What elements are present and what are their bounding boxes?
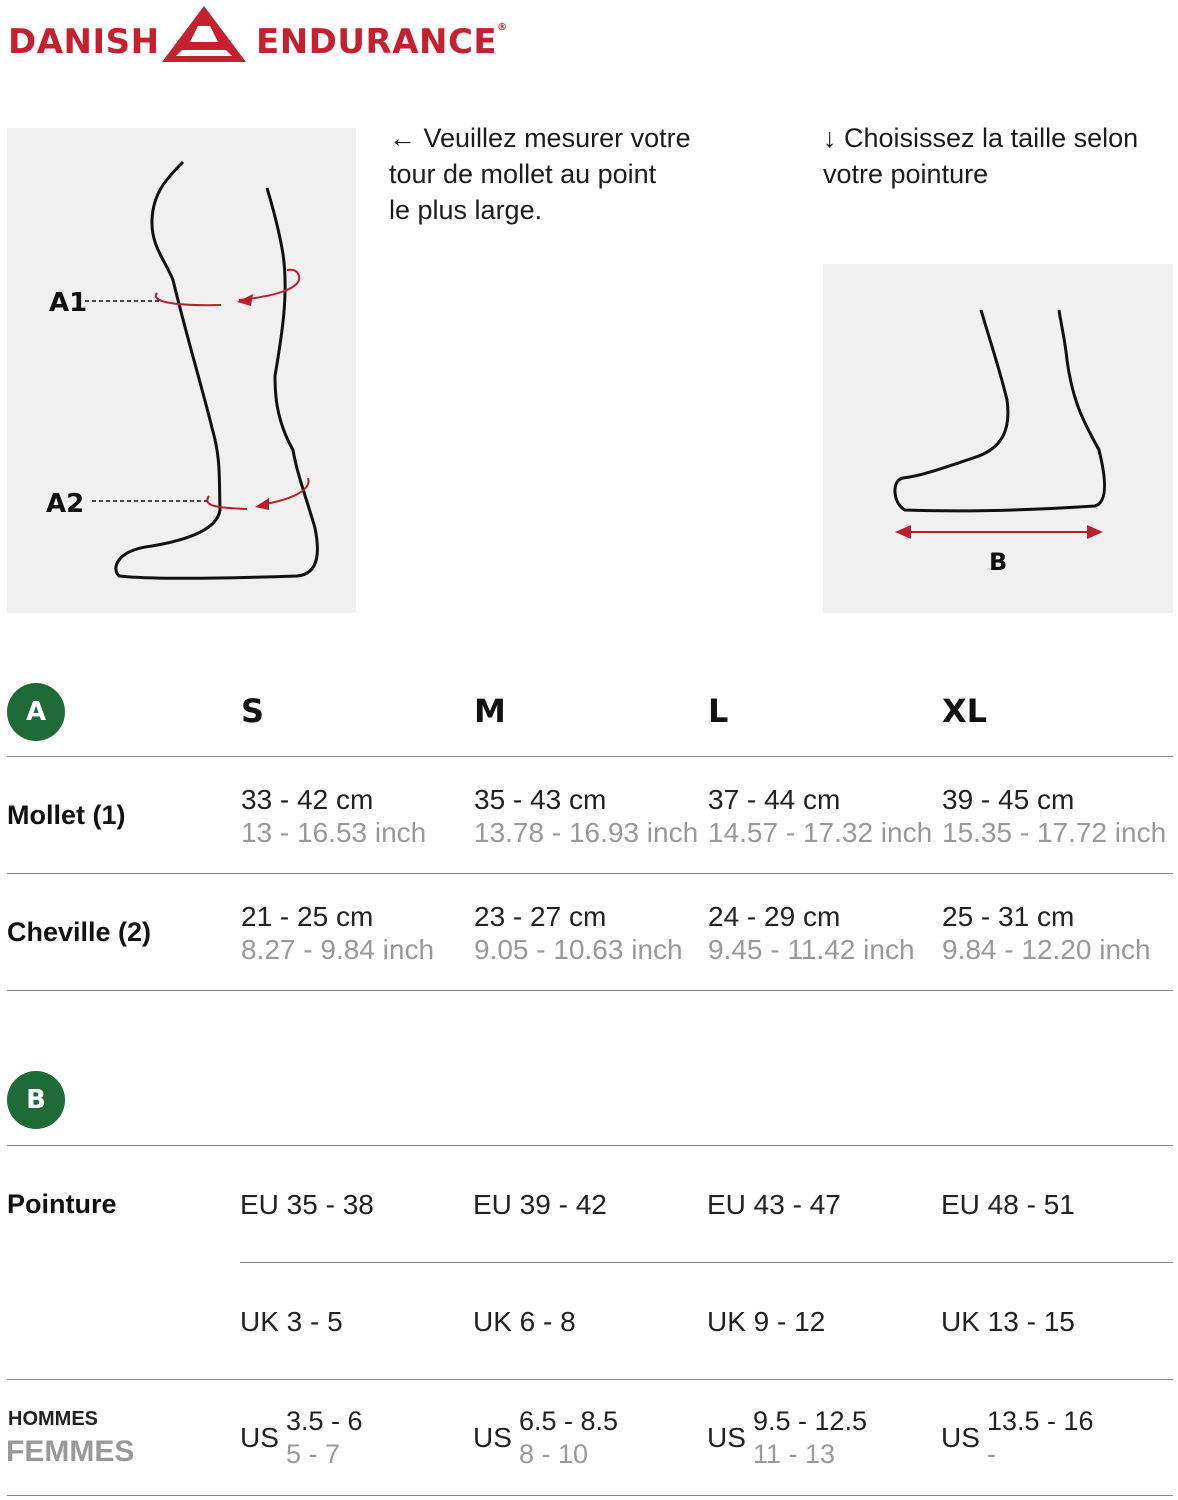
row-label-mollet: Mollet (1) xyxy=(7,800,126,830)
us-prefix: US xyxy=(473,1422,512,1453)
mollet-inch-m: 13.78 - 16.93 inch xyxy=(474,817,699,848)
size-header-xl: XL xyxy=(942,692,988,730)
size-header-l: L xyxy=(708,692,729,730)
us-women-size-l: 11 - 13 xyxy=(753,1439,836,1469)
divider xyxy=(7,873,1173,874)
cheville-inch-xl: 9.84 - 12.20 inch xyxy=(942,934,1151,965)
label-a2: A2 xyxy=(46,489,85,519)
mollet-inch-s: 13 - 16.53 inch xyxy=(241,817,427,848)
us-prefix: US xyxy=(240,1422,279,1453)
label-b: B xyxy=(989,548,1008,576)
leg-diagram xyxy=(7,128,356,613)
divider xyxy=(7,990,1173,991)
mollet-cm-m: 35 - 43 cm xyxy=(474,784,607,815)
us-women-size-s: 5 - 7 xyxy=(286,1439,341,1469)
section-b-badge: B xyxy=(7,1071,65,1129)
mollet-inch-xl: 15.35 - 17.72 inch xyxy=(942,817,1167,848)
eu-size-l: EU 43 - 47 xyxy=(707,1189,841,1220)
divider xyxy=(7,1495,1173,1496)
cheville-inch-l: 9.45 - 11.42 inch xyxy=(708,934,915,965)
brand-name-right: ENDURANCE® xyxy=(256,22,508,62)
cheville-cm-s: 21 - 25 cm xyxy=(241,901,374,932)
size-header-s: S xyxy=(241,692,265,730)
us-prefix: US xyxy=(941,1422,980,1453)
section-a-badge: A xyxy=(7,683,65,741)
us-women-size-xl: - xyxy=(987,1439,996,1469)
divider xyxy=(240,1262,1173,1263)
uk-size-xl: UK 13 - 15 xyxy=(941,1306,1075,1337)
us-men-size-xl: 13.5 - 16 xyxy=(987,1406,1094,1436)
calf-instruction: ← Veuillez mesurer votre tour de mollet au point le plus large. xyxy=(389,123,691,225)
mollet-cm-xl: 39 - 45 cm xyxy=(942,784,1075,815)
us-women-size-m: 8 - 10 xyxy=(519,1439,589,1469)
us-prefix: US xyxy=(707,1422,746,1453)
us-men-size-m: 6.5 - 8.5 xyxy=(519,1406,619,1436)
gender-label-women: FEMMES xyxy=(6,1435,135,1468)
brand-name-left: DANISH xyxy=(8,22,160,62)
eu-size-xl: EU 48 - 51 xyxy=(941,1189,1075,1220)
cheville-inch-m: 9.05 - 10.63 inch xyxy=(474,934,683,965)
cheville-cm-m: 23 - 27 cm xyxy=(474,901,607,932)
brand-logo-icon xyxy=(160,4,248,64)
divider xyxy=(7,1145,1173,1146)
mollet-inch-l: 14.57 - 17.32 inch xyxy=(708,817,933,848)
divider xyxy=(7,1379,1173,1380)
mollet-cm-l: 37 - 44 cm xyxy=(708,784,841,815)
eu-size-s: EU 35 - 38 xyxy=(240,1189,374,1220)
uk-size-s: UK 3 - 5 xyxy=(240,1306,343,1337)
foot-diagram xyxy=(823,264,1173,613)
cheville-cm-xl: 25 - 31 cm xyxy=(942,901,1075,932)
us-men-size-s: 3.5 - 6 xyxy=(286,1406,363,1436)
row-label-pointure: Pointure xyxy=(7,1189,117,1219)
foot-diagram-panel xyxy=(823,264,1173,613)
us-men-size-l: 9.5 - 12.5 xyxy=(753,1406,868,1436)
gender-label-men: HOMMES xyxy=(8,1408,98,1430)
divider xyxy=(7,756,1173,757)
label-a1: A1 xyxy=(49,288,88,318)
shoe-instruction: ↓ Choisissez la taille selon votre pointure xyxy=(823,123,1139,189)
row-label-cheville: Cheville (2) xyxy=(7,917,152,947)
cheville-inch-s: 8.27 - 9.84 inch xyxy=(241,934,435,965)
eu-size-m: EU 39 - 42 xyxy=(473,1189,607,1220)
leg-diagram-panel xyxy=(7,128,356,613)
mollet-cm-s: 33 - 42 cm xyxy=(241,784,374,815)
uk-size-l: UK 9 - 12 xyxy=(707,1306,826,1337)
cheville-cm-l: 24 - 29 cm xyxy=(708,901,841,932)
size-header-m: M xyxy=(474,692,506,730)
uk-size-m: UK 6 - 8 xyxy=(473,1306,576,1337)
